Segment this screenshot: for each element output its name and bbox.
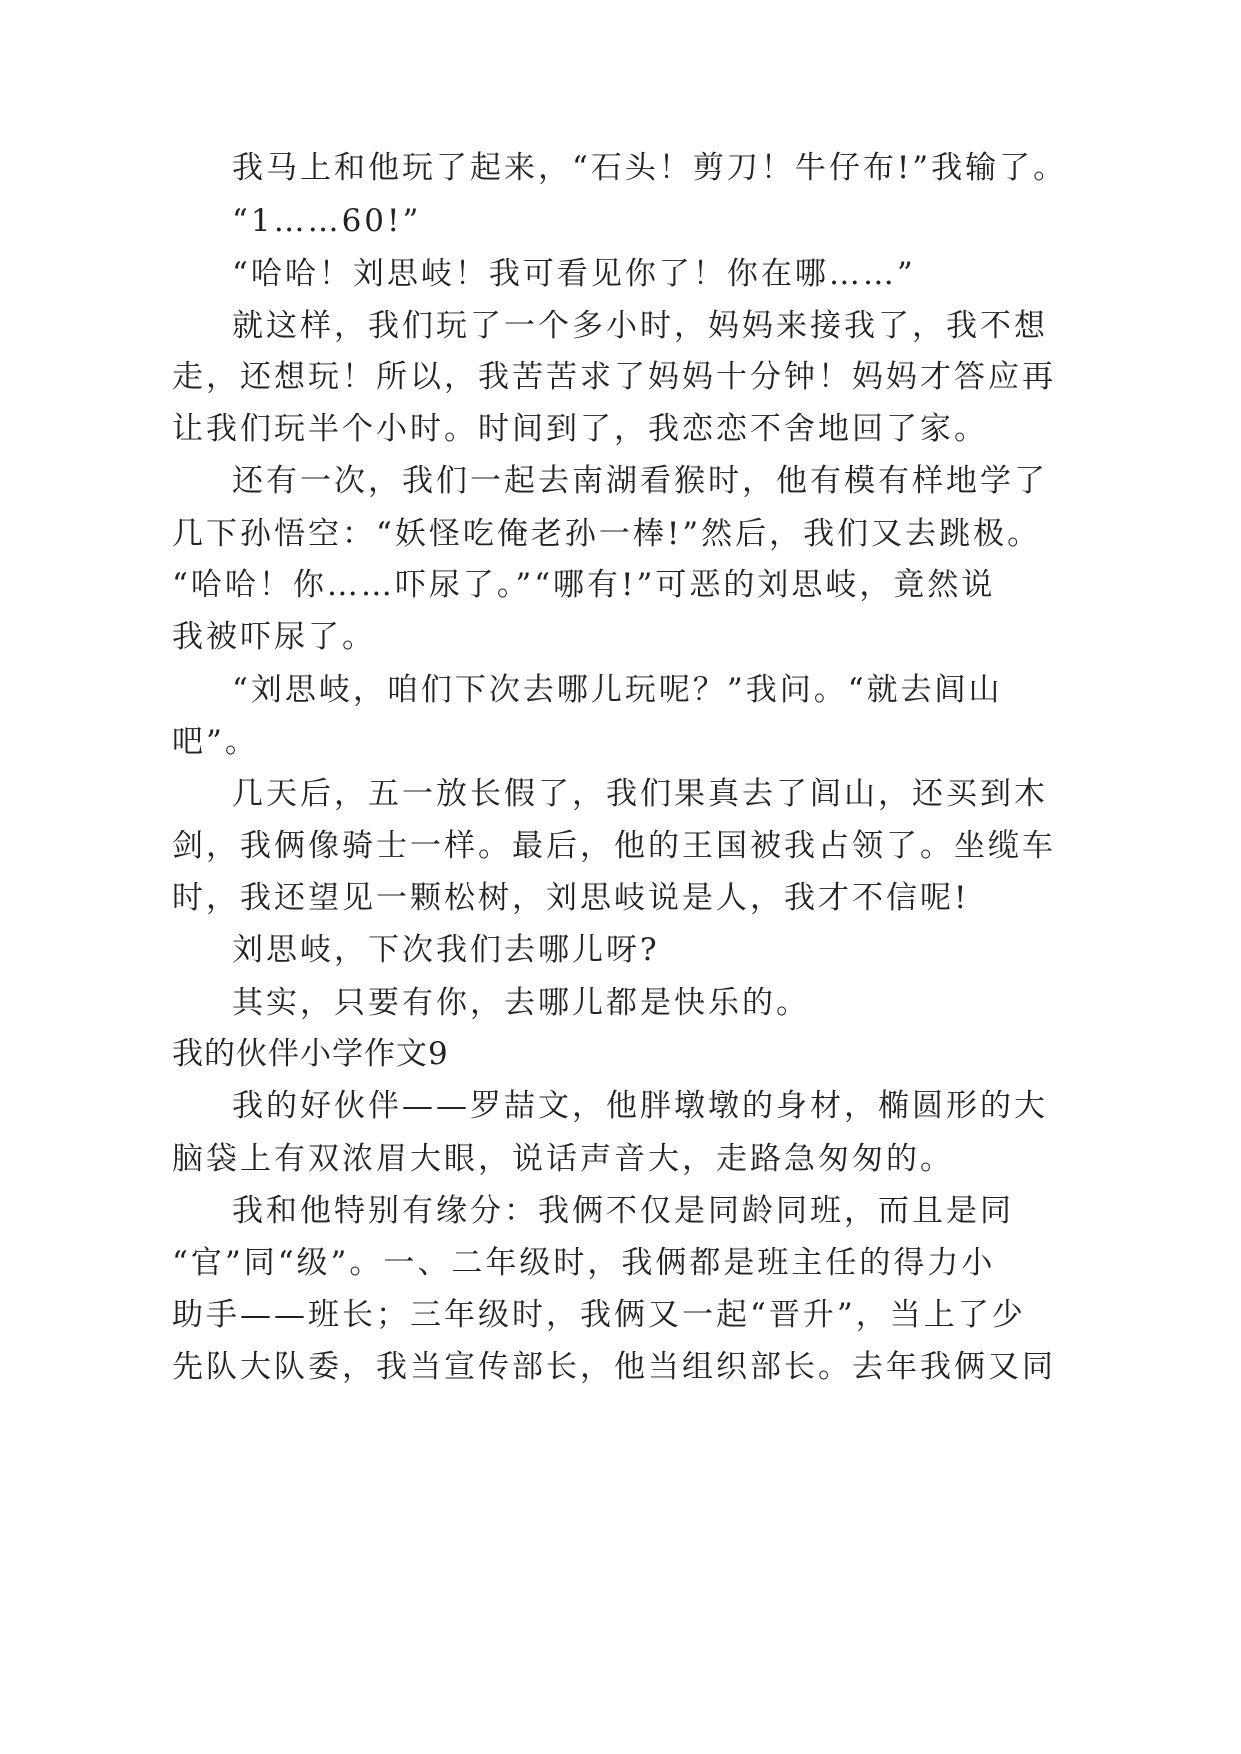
text-line: 我马上和他玩了起来，“石头！剪刀！牛仔布!”我输了。 bbox=[232, 150, 1068, 186]
text-line: 几天后，五一放长假了，我们果真去了闾山，还买到木 bbox=[232, 776, 1048, 812]
text-line: “哈哈！刘思岐！我可看见你了！你在哪……” bbox=[232, 256, 916, 292]
text-line: 助手——班长；三年级时，我俩又一起“晋升”，当上了少 bbox=[172, 1297, 1026, 1333]
section-heading: 我的伙伴小学作文9 bbox=[172, 1036, 449, 1072]
text-line: 几下孙悟空：“妖怪吃俺老孙一棒!”然后，我们又去跳极。 bbox=[172, 516, 1042, 552]
text-line: 剑，我俩像骑士一样。最后，他的王国被我占领了。坐缆车 bbox=[172, 828, 1056, 864]
text-line: 走，还想玩！所以，我苦苦求了妈妈十分钟！妈妈才答应再 bbox=[172, 359, 1056, 395]
text-line: 吧”。 bbox=[172, 724, 259, 760]
text-line: 就这样，我们玩了一个多小时，妈妈来接我了，我不想 bbox=[232, 308, 1048, 344]
text-line: 还有一次，我们一起去南湖看猴时，他有模有样地学了 bbox=[232, 463, 1048, 499]
text-line: 让我们玩半个小时。时间到了，我恋恋不舍地回了家。 bbox=[172, 411, 988, 447]
text-line: 其实，只要有你，去哪儿都是快乐的。 bbox=[232, 985, 810, 1021]
text-line: 脑袋上有双浓眉大眼，说话声音大，走路急匆匆的。 bbox=[172, 1141, 954, 1177]
text-line: 时，我还望见一颗松树，刘思岐说是人，我才不信呢! bbox=[172, 880, 970, 916]
text-line: 刘思岐，下次我们去哪儿呀? bbox=[232, 932, 660, 968]
text-line: “哈哈！你……吓尿了。”“哪有!”可恶的刘思岐，竟然说 bbox=[172, 567, 996, 603]
text-line: 我被吓尿了。 bbox=[172, 619, 376, 655]
text-line: “官”同“级”。一、二年级时，我俩都是班主任的得力小 bbox=[172, 1245, 996, 1281]
text-line: “1……60!” bbox=[232, 203, 422, 239]
text-line: 我的好伙伴——罗喆文，他胖墩墩的身材，椭圆形的大 bbox=[232, 1088, 1048, 1124]
text-line: “刘思岐，咱们下次去哪儿玩呢？”我问。“就去闾山 bbox=[232, 672, 1003, 708]
text-line: 先队大队委，我当宣传部长，他当组织部长。去年我俩又同 bbox=[172, 1349, 1056, 1385]
text-line: 我和他特别有缘分：我俩不仅是同龄同班，而且是同 bbox=[232, 1193, 1014, 1229]
